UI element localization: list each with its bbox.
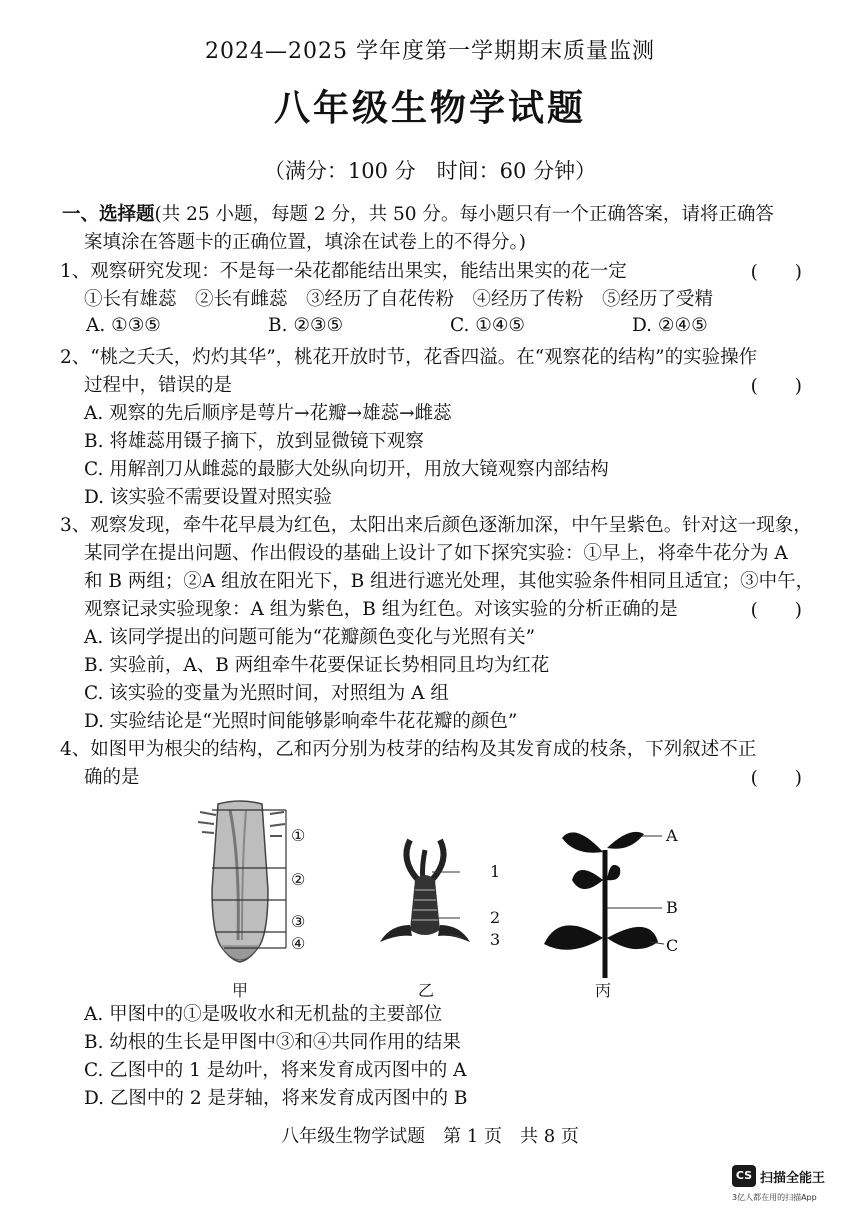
root-label-3: ③ xyxy=(291,912,306,931)
q1-stem: 1、观察研究发现：不是每一朵花都能结出果实，能结出果实的花一定 xyxy=(60,261,627,282)
q2-option-b: B. 将雄蕊用镊子摘下，放到显微镜下观察 xyxy=(84,431,424,452)
root-label-4: ④ xyxy=(291,934,306,953)
q4-stem-line2: 确的是 xyxy=(84,767,140,788)
q4-figures xyxy=(190,800,710,1000)
q1-option-b: B. ②③⑤ xyxy=(268,315,344,336)
q2-stem-line2: 过程中，错误的是 xyxy=(84,375,233,396)
q2-option-c: C. 用解剖刀从雌蕊的最膨大处纵向切开，用放大镜观察内部结构 xyxy=(84,459,609,480)
section-intro-line2: 案填涂在答题卡的正确位置，填涂在试卷上的不得分。) xyxy=(84,232,526,253)
q3-stem-line2: 某同学在提出问题、作出假设的基础上设计了如下探究实验：①早上，将牵牛花分为 A xyxy=(84,543,788,564)
bud-label-2: 2 xyxy=(490,908,501,927)
scanner-watermark xyxy=(732,1165,842,1205)
root-tip-figure xyxy=(190,800,330,975)
root-label-2: ② xyxy=(291,870,306,889)
root-label-1: ① xyxy=(291,826,306,845)
q3-option-a: A. 该同学提出的问题可能为“花瓣颜色变化与光照有关” xyxy=(84,627,536,648)
figure-caption-jia: 甲 xyxy=(232,981,249,1000)
section-heading: 一、选择题 xyxy=(62,204,155,225)
q2-option-d: D. 该实验不需要设置对照实验 xyxy=(84,487,332,508)
page-footer: 八年级生物学试题 第 1 页 共 8 页 xyxy=(281,1126,579,1147)
shoot-label-c: C xyxy=(666,936,679,955)
q3-option-c: C. 该实验的变量为光照时间，对照组为 A 组 xyxy=(84,683,449,704)
q3-answer-paren: ( ) xyxy=(750,600,802,621)
q1-option-d: D. ②④⑤ xyxy=(632,315,708,336)
q2-answer-paren: ( ) xyxy=(750,376,802,397)
q4-answer-paren: ( ) xyxy=(750,768,802,789)
scanner-app-name: 扫描全能王 xyxy=(760,1171,826,1186)
q4-stem-line1: 4、如图甲为根尖的结构，乙和丙分别为枝芽的结构及其发育成的枝条，下列叙述不正 xyxy=(60,739,757,760)
bud-figure xyxy=(370,830,500,960)
exam-title: 八年级生物学试题 xyxy=(273,87,586,129)
exam-period-heading: 2024—2025 学年度第一学期期末质量监测 xyxy=(205,39,655,64)
shoot-label-b: B xyxy=(666,898,678,917)
q3-option-b: B. 实验前，A、B 两组牵牛花要保证长势相同且均为红花 xyxy=(84,655,550,676)
q3-stem-line4: 观察记录实验现象：A 组为紫色，B 组为红色。对该实验的分析正确的是 xyxy=(84,599,678,620)
figure-caption-bing: 丙 xyxy=(595,981,612,1000)
q3-stem-line1: 3、观察发现，牵牛花早晨为红色，太阳出来后颜色逐渐加深，中午呈紫色。针对这一现象， xyxy=(60,515,812,536)
q2-option-a: A. 观察的先后顺序是萼片→花瓣→雄蕊→雌蕊 xyxy=(84,403,452,424)
q3-stem-line3: 和 B 两组；②A 组放在阳光下，B 组进行遮光处理，其他实验条件相同且适宜；③中午， xyxy=(84,571,815,592)
section-intro: (共 25 小题，每题 2 分，共 50 分。每小题只有一个正确答案，请将正确答 xyxy=(154,204,774,225)
q1-answer-paren: ( ) xyxy=(750,262,802,283)
q4-option-c: C. 乙图中的 1 是幼叶，将来发育成丙图中的 A xyxy=(84,1060,467,1081)
shoot-label-a: A xyxy=(666,826,678,845)
scanner-logo-icon: CS xyxy=(732,1165,756,1187)
q3-option-d: D. 实验结论是“光照时间能够影响牵牛花花瓣的颜色” xyxy=(84,711,518,732)
q4-option-b: B. 幼根的生长是甲图中③和④共同作用的结果 xyxy=(84,1032,461,1053)
exam-meta: （满分：100 分 时间：60 分钟） xyxy=(263,159,597,183)
q2-stem-line1: 2、“桃之夭夭，灼灼其华”，桃花开放时节，花香四溢。在“观察花的结构”的实验操作 xyxy=(60,347,758,368)
q4-option-d: D. 乙图中的 2 是芽轴，将来发育成丙图中的 B xyxy=(84,1088,468,1109)
q1-option-c: C. ①④⑤ xyxy=(450,315,526,336)
scanner-slogan: 3亿人都在用的扫描App xyxy=(732,1193,817,1202)
q1-option-a: A. ①③⑤ xyxy=(86,315,161,336)
bud-label-3: 3 xyxy=(490,930,501,949)
q1-options xyxy=(86,315,708,336)
figure-caption-yi: 乙 xyxy=(418,981,435,1000)
q1-items: ①长有雄蕊 ②长有雌蕊 ③经历了自花传粉 ④经历了传粉 ⑤经历了受精 xyxy=(84,289,714,310)
bud-label-1: 1 xyxy=(490,862,501,881)
q4-option-a: A. 甲图中的①是吸收水和无机盐的主要部位 xyxy=(84,1004,443,1025)
section-intro-line1 xyxy=(62,201,800,229)
